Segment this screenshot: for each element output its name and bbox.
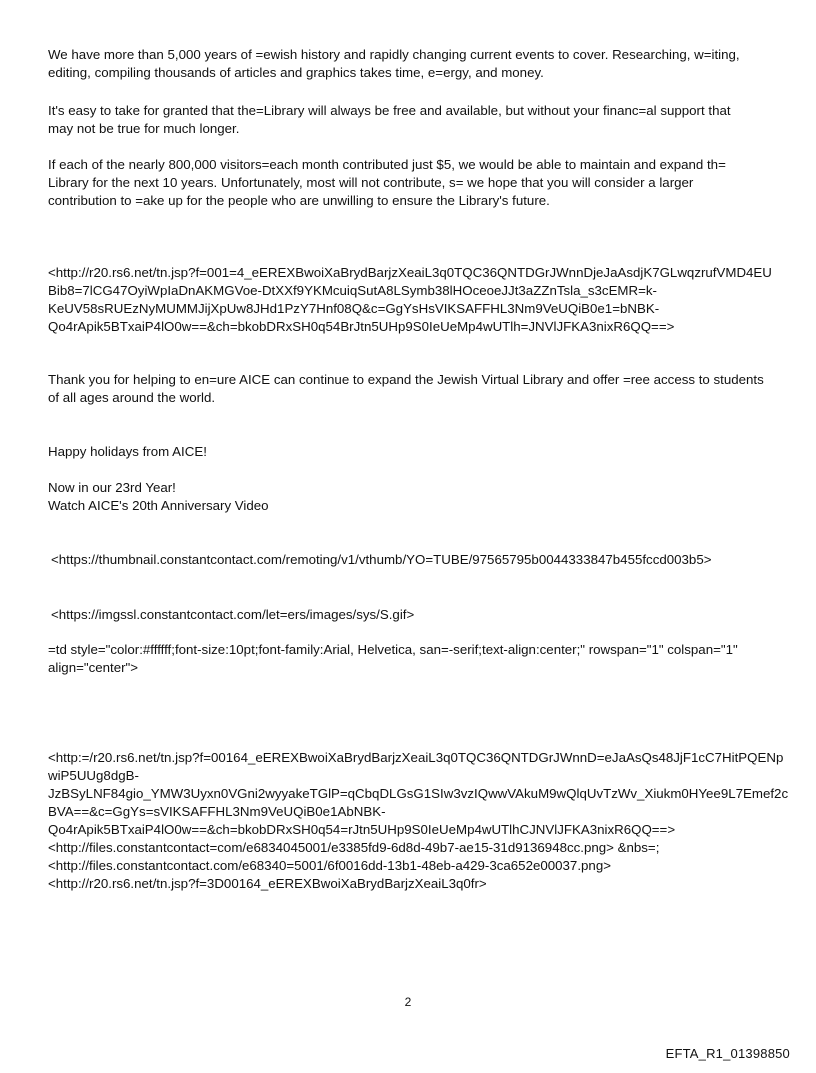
page-number: 2 (404, 995, 412, 1009)
text-line: We have more than 5,000 years of =ewish history and rapidly changing current events to cover. Researching, w=iting, (48, 47, 740, 62)
link-line: <http://r20.rs6.net/tn.jsp?f=001=4_eEREXBwoiXaBrydBarjzXeaiL3q0TQC36QNTDGrJWnnDjeJaAsdjK7GLwqzrufVMD4EU (48, 265, 772, 280)
donation-link[interactable] (48, 264, 772, 336)
footer-links[interactable] (48, 749, 788, 893)
link-line: JzBSyLNF84gio_YMW3Uyxn0VGni2wyyakeTGlP=qCbqDLGsG1SIw3vzIQwwVAkuM9wQlqUvTzWv_Xiukm0HYee9L7Emef2c (48, 786, 789, 801)
link-line: <http:=/r20.rs6.net/tn.jsp?f=00164_eEREXBwoiXaBrydBarjzXeaiL3q0TQC36QNTDGrJWnnD=eJaAsQs48JjF1cC7HitPQENp (48, 750, 784, 765)
text-line: contribution to =ake up for the people who are unwilling to ensure the Library's future. (48, 193, 550, 208)
paragraph-visitors (48, 156, 726, 210)
text-line: Library for the next 10 years. Unfortunately, most will not contribute, s= we hope that you will consider a larger (48, 175, 694, 190)
link-line: Qo4rApik5BTxaiP4lO0w==&ch=bkobDRxSH0q54=rJtn5UHp9S0IeUeMp4wUTlhCJNVlJFKA3nixR6QQ==> (48, 822, 676, 837)
link-line: <https://thumbnail.constantcontact.com/remoting/v1/vthumb/YO=TUBE/97565795b0044333847b455fccd003b5> (51, 552, 712, 567)
text-line: =td style="color:#ffffff;font-size:10pt;font-family:Arial, Helvetica, san=-serif;text-align:center;" rowspan="1" colspan="1" (48, 642, 738, 657)
link-line: <http://files.constantcontact=com/e6834045001/e3385fd9-6d8d-49b7-ae15-31d9136948cc.png> &nbs=; (48, 840, 660, 855)
paragraph-history (48, 46, 740, 82)
link-line: BVA==&c=GgYs=sVIKSAFFHL3Nm9VeUQiB0e1AbNBK- (48, 804, 386, 819)
text-line: It's easy to take for granted that the=Library will always be free and available, but without your financ=al support that (48, 103, 731, 118)
text-line: If each of the nearly 800,000 visitors=each month contributed just $5, we would be able to maintain and expand th= (48, 157, 726, 172)
link-line: wiP5UUg8dgB- (48, 768, 139, 783)
text-line: may not be true for much longer. (48, 121, 240, 136)
link-line: Qo4rApik5BTxaiP4lO0w==&ch=bkobDRxSH0q54BrJtn5UHp9S0IeUeMp4wUTlh=JNVlJFKA3nixR6QQ==> (48, 319, 675, 334)
text-line: Thank you for helping to en=ure AICE can continue to expand the Jewish Virtual Library and offer =ree access to students (48, 372, 764, 387)
html-fragment (48, 641, 738, 677)
text-line: Now in our 23rd Year! (48, 480, 176, 495)
link-line: Bib8=7lCG47OyiWpIaDnAKMGVoe-DtXXf9YKMcuiqSutA8LSymb38lHOceoeJJt3aZZnTsla_s3cEMR=k- (48, 283, 657, 298)
text-line: Happy holidays from AICE! (48, 444, 207, 459)
document-id: EFTA_R1_01398850 (665, 1046, 790, 1061)
anniversary-video-link[interactable]: Watch AICE's 20th Anniversary Video (48, 498, 269, 513)
holiday-greeting (48, 443, 207, 461)
spacer-image-link[interactable] (48, 606, 414, 624)
link-line: <https://imgssl.constantcontact.com/let=ers/images/sys/S.gif> (51, 607, 415, 622)
video-thumbnail-link[interactable] (48, 551, 711, 569)
text-line: editing, compiling thousands of articles and graphics takes time, e=ergy, and money. (48, 65, 544, 80)
link-line: KeUV58sRUEzNyMUMMJijXpUw8JHd1PzY7Hnf08Q&c=GgYsHsVIKSAFFHL3Nm9VeUQiB0e1=bNBK- (48, 301, 660, 316)
text-line: align="center"> (48, 660, 139, 675)
paragraph-thanks (48, 371, 764, 407)
anniversary-note (48, 479, 269, 515)
text-line: of all ages around the world. (48, 390, 216, 405)
paragraph-support (48, 102, 731, 138)
link-line: <http://files.constantcontact.com/e68340=5001/6f0016dd-13b1-48eb-a429-3ca652e00037.png> (48, 858, 611, 873)
link-line: <http://r20.rs6.net/tn.jsp?f=3D00164_eEREXBwoiXaBrydBarjzXeaiL3q0fr> (48, 876, 487, 891)
